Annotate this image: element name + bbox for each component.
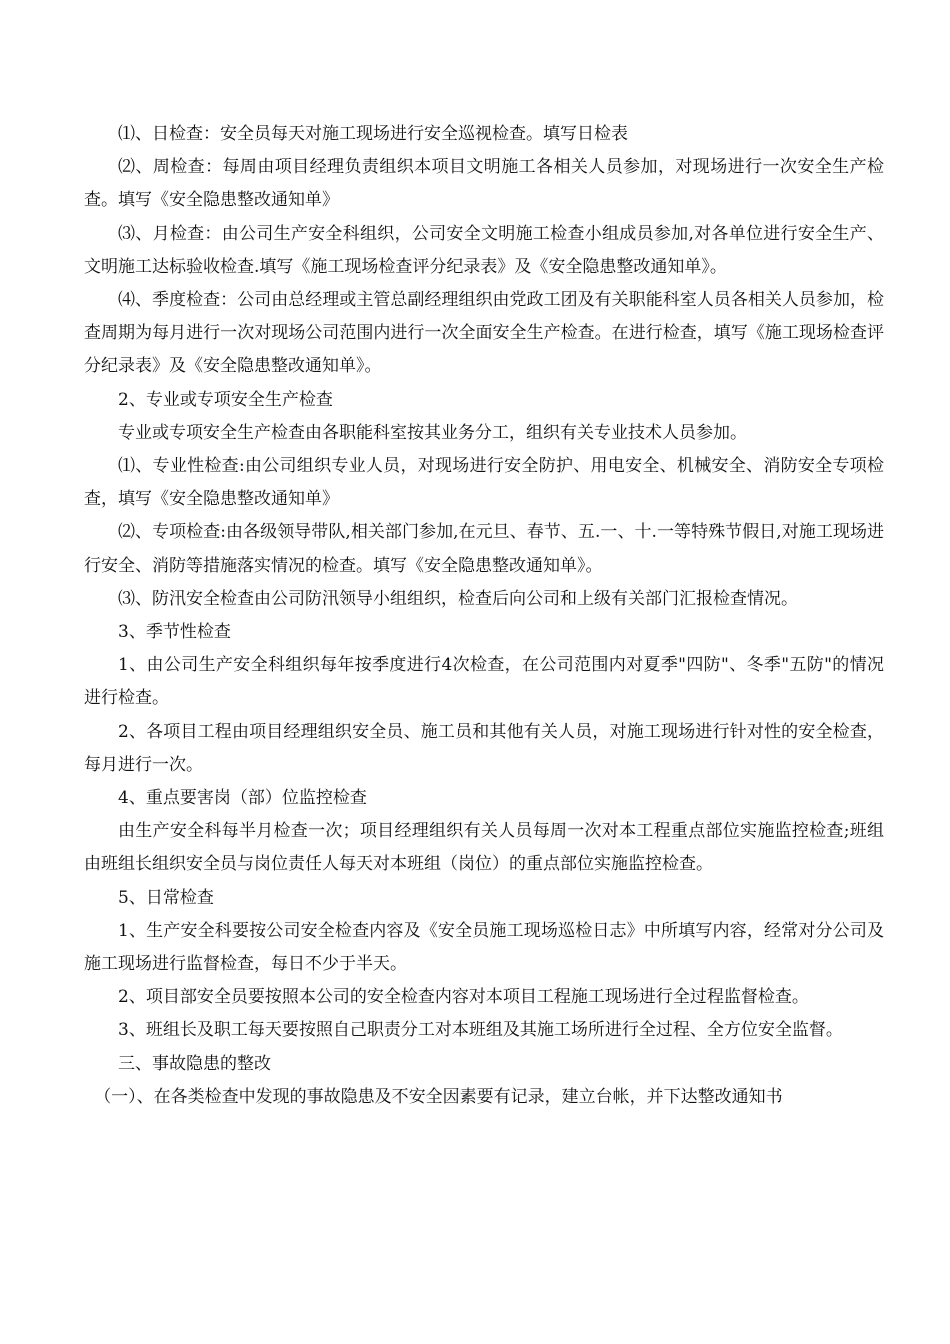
- paragraph-special-intro: 专业或专项安全生产检查由各职能科室按其业务分工，组织有关专业技术人员参加。: [118, 422, 747, 443]
- paragraph-seasonal-1: 1、由公司生产安全科组织每年按季度进行4次检查，在公司范围内对夏季"四防"、冬季"五防"的情况进行检查。: [84, 655, 884, 709]
- paragraph-routine-1: 1、生产安全科要按公司安全检查内容及《安全员施工现场巡检日志》中所填写内容，经常对分公司及施工现场进行监督检查，每日不少于半天。: [84, 920, 884, 975]
- paragraph-hazard-record: （一）、在各类检查中发现的事故隐患及不安全因素要有记录，建立台帐，并下达整改通知书: [94, 1086, 783, 1107]
- heading-hazard-rectification: 三、事故隐患的整改: [118, 1053, 271, 1074]
- heading-seasonal-inspection: 3、季节性检查: [118, 622, 231, 643]
- paragraph-weekly-inspection: ⑵、周检查：每周由项目经理负责组织本项目文明施工各相关人员参加，对现场进行一次安全生产检查。填写《安全隐患整改通知单》: [84, 157, 884, 211]
- paragraph-routine-2: 2、项目部安全员要按照本公司的安全检查内容对本项目工程施工现场进行全过程监督检查。: [118, 987, 809, 1008]
- heading-key-post-inspection: 4、重点要害岗（部）位监控检查: [118, 788, 367, 809]
- paragraph-seasonal-2: 2、各项目工程由项目经理组织安全员、施工员和其他有关人员，对施工现场进行针对性的安全检查，每月进行一次。: [84, 721, 884, 775]
- document-body: [84, 118, 884, 1114]
- paragraph-quarterly-inspection: ⑷、季度检查：公司由总经理或主管总副经理组织由党政工团及有关职能科室人员各相关人员参加，检查周期为每月进行一次对现场公司范围内进行一次全面安全生产检查。在进行检查，填写《施工现场检查评分纪录表》及《安全隐患整改通知单》。: [84, 290, 884, 377]
- heading-daily-routine: 5、日常检查: [118, 887, 214, 908]
- paragraph-key-post: 由生产安全科每半月检查一次；项目经理组织有关人员每周一次对本工程重点部位实施监控检查;班组由班组长组织安全员与岗位责任人每天对本班组（岗位）的重点部位实施监控检查。: [84, 821, 884, 875]
- paragraph-flood-inspection: ⑶、防汛安全检查由公司防汛领导小组组织，检查后向公司和上级有关部门汇报检查情况。: [118, 588, 798, 609]
- heading-special-inspection: 2、专业或专项安全生产检查: [118, 389, 333, 410]
- paragraph-holiday-inspection: ⑵、专项检查:由各级领导带队,相关部门参加,在元旦、春节、五.一、十.一等特殊节假日,对施工现场进行安全、消防等措施落实情况的检查。填写《安全隐患整改通知单》。: [84, 522, 884, 576]
- paragraph-monthly-inspection: ⑶、月检查：由公司生产安全科组织，公司安全文明施工检查小组成员参加,对各单位进行安全生产、文明施工达标验收检查.填写《施工现场检查评分纪录表》及《安全隐患整改通知单》。: [84, 223, 884, 277]
- paragraph-professional-inspection: ⑴、专业性检查:由公司组织专业人员，对现场进行安全防护、用电安全、机械安全、消防安全专项检查，填写《安全隐患整改通知单》: [84, 456, 884, 510]
- paragraph-routine-3: 3、班组长及职工每天要按照自己职责分工对本班组及其施工场所进行全过程、全方位安全监督。: [118, 1020, 843, 1041]
- paragraph-daily-inspection: ⑴、日检查：安全员每天对施工现场进行安全巡视检查。填写日检表: [118, 124, 628, 144]
